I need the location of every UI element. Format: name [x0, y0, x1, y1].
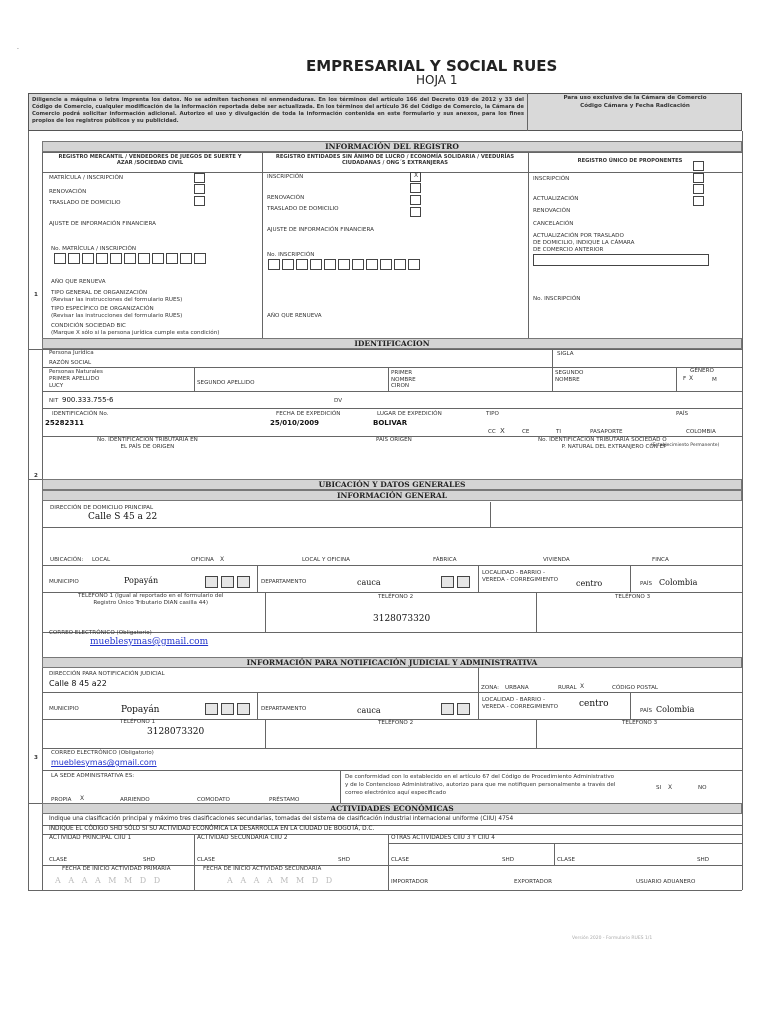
c2-traslado-label: TRASLADO DE DOMICILIO: [267, 206, 339, 212]
zona-label: ZONA:: [481, 685, 500, 691]
notif-correo-label: CORREO ELECTRÓNICO (Obligatorio): [51, 750, 154, 756]
arriendo-label: ARRIENDO: [120, 797, 150, 803]
notif-municipio-code-box-3: [237, 703, 250, 715]
notif-dir-value[interactable]: Calle 8 45 a22: [49, 679, 107, 688]
informacion-general-band: INFORMACIÓN GENERAL: [42, 490, 742, 501]
fabrica-label: FÁBRICA: [433, 557, 457, 563]
c1-anio-label: AÑO QUE RENUEVA: [51, 279, 106, 285]
pais-value[interactable]: COLOMBIA: [686, 429, 716, 435]
c2-no-inscripcion-label: No. INSCRIPCIÓN: [267, 252, 315, 258]
form-title: EMPRESARIAL Y SOCIAL RUES: [306, 57, 558, 75]
shd-label-3: SHD: [502, 857, 515, 863]
actividades-line2: INDIQUE EL CÓDIGO SHD SÓLO SI SU ACTIVIDAD ECONÓMICA LA DESARROLLA EN LA CIUDAD DE BOGOTÁ, D.C.: [49, 826, 375, 832]
dv-label: DV: [334, 398, 343, 404]
fecha-exp-label: FECHA DE EXPEDICIÓN: [276, 411, 341, 417]
no-trib-soc-label: No. IDENTIFICACIÓN TRIBUTARIA SOCIEDAD O P. NATURAL DEL EXTRANJERO CON EP: [538, 437, 667, 450]
vivienda-label: VIVIENDA: [543, 557, 570, 563]
notif-tel1-label: TELÉFONO 1: [120, 719, 156, 725]
razon-social-label: RAZÓN SOCIAL: [49, 360, 92, 366]
c1-tipo-especifico-label: TIPO ESPECÍFICO DE ORGANIZACIÓN: [51, 306, 154, 312]
fecha-primaria-label: FECHA DE INICIO ACTIVIDAD PRIMARIA: [62, 866, 171, 872]
tel1-label: TELÉFONO 1 (Igual al reportado en el formulario del Registro Único Tributario DIAN casilla 44): [78, 593, 224, 606]
departamento-value[interactable]: cauca: [357, 578, 381, 587]
c3-inscripcion-checkbox[interactable]: [693, 173, 704, 183]
c1-condicion-note: (Marque X sólo si la persona jurídica cumple esta condición): [51, 330, 220, 336]
clase-label-1: CLASE: [49, 857, 68, 863]
segundo-nombre-label: SEGUNDO NOMBRE: [555, 370, 584, 383]
c1-tipo-general-label: TIPO GENERAL DE ORGANIZACIÓN: [51, 290, 148, 296]
prestamo-label: PRÉSTAMO: [269, 797, 300, 803]
c2-inscripcion-boxes[interactable]: [268, 259, 428, 270]
shd-label-1: SHD: [143, 857, 156, 863]
c3-actualizacion-checkbox[interactable]: [693, 196, 704, 206]
personas-naturales-label: Personas Naturales: [49, 369, 103, 375]
primer-nombre-label: PRIMER NOMBRE: [391, 370, 416, 383]
primer-nombre-value[interactable]: CIRON: [391, 383, 410, 389]
actividad-principal-label: ACTIVIDAD PRINCIPAL CIIU 1: [49, 835, 132, 841]
notif-departamento-label: DEPARTAMENTO: [261, 706, 307, 712]
propia-label: PROPIA: [51, 797, 72, 803]
tel2-label: TELÉFONO 2: [378, 594, 414, 600]
est-perm-label: (Establecimiento Permanente): [651, 443, 720, 448]
si-mark[interactable]: X: [668, 784, 673, 791]
genero-f-label: F: [683, 376, 687, 382]
lugar-exp-value[interactable]: BOLIVAR: [373, 419, 408, 427]
section-1-number: 1: [34, 292, 38, 298]
c1-renovacion-label: RENOVACIÓN: [49, 189, 87, 195]
c3-inscripcion-label: INSCRIPCIÓN: [533, 176, 570, 182]
shd-label-2: SHD: [338, 857, 351, 863]
pais-label: PAÍS: [676, 411, 689, 417]
notif-departamento-value[interactable]: cauca: [357, 706, 381, 715]
corner-mark: .: [17, 44, 19, 51]
nit-label: NIT: [49, 398, 59, 404]
notif-departamento-code-box-1: [441, 703, 454, 715]
local-oficina-label: LOCAL Y OFICINA: [302, 557, 350, 563]
notif-pais-value[interactable]: Colombia: [656, 705, 695, 714]
c1-tipo-general-note: (Revisar las instrucciones del formulario RUES): [51, 297, 183, 303]
instructions-text: Diligencie a máquina o letra imprenta los datos. No se admiten tachones ni enmendaduras. En los términos del artículo 166 del Decreto 019 de 2012 y 33 del Código de Comercio, cualquier modificación de la información reportada debe ser actualizada. En los términos del artículo 36 del Código de Comercio, la Cámara de Comercio podrá solicitar información adicional. Autorizo el uso y divulgación de toda la información contenida en este formulario y sus anexos, para los fines propios de los registros públicos y su publicidad.: [32, 97, 524, 124]
fecha-secundaria-label: FECHA DE INICIO ACTIVIDAD SECUNDARIA: [203, 866, 322, 872]
municipio-code-box-1: [205, 576, 218, 588]
dir-domicilio-value[interactable]: Calle S 45 a 22: [88, 512, 158, 522]
nit-value[interactable]: 900.333.755-6: [62, 396, 114, 404]
notif-municipio-code-box-1: [205, 703, 218, 715]
oficina-mark[interactable]: X: [220, 556, 225, 563]
c1-tipo-especifico-note: (Revisar las instrucciones del formulario RUES): [51, 313, 183, 319]
c2-inscripcion-mark: X: [414, 172, 419, 179]
genero-f-mark[interactable]: X: [689, 375, 694, 382]
sede-label: LA SEDE ADMINISTRATIVA ES:: [51, 773, 135, 779]
exclusive-use-label: Para uso exclusivo de la Cámara de Comercio Código Cámara y Fecha Radicación: [563, 95, 707, 109]
dir-domicilio-label: DIRECCIÓN DE DOMICILIO PRINCIPAL: [50, 505, 154, 511]
otras-actividades-label: OTRAS ACTIVIDADES CIIU 3 Y CIIU 4: [391, 835, 495, 841]
ubicacion-label: UBICACIÓN:: [50, 557, 84, 563]
urbana-label: URBANA: [505, 685, 529, 691]
no-trib-label: No. IDENTIFICACIÓN TRIBUTARIA EN EL PAÍS DE ORIGEN: [97, 437, 198, 450]
fecha-exp-value[interactable]: 25/010/2009: [270, 419, 319, 427]
c2-anio-label: AÑO QUE RENUEVA: [267, 313, 322, 319]
pasaporte-label: PASAPORTE: [590, 429, 623, 435]
footer-ref: Versión 2020 - Formulario RUES 1/1: [572, 936, 653, 941]
cc-mark[interactable]: X: [500, 427, 505, 435]
c2-renovacion-checkbox[interactable]: [410, 195, 421, 205]
section-2-number: 2: [34, 473, 38, 479]
c3-no-inscripcion-label: No. INSCRIPCIÓN: [533, 296, 581, 302]
municipio-value[interactable]: Popayán: [124, 576, 159, 585]
local-label: LOCAL: [92, 557, 111, 563]
id-no-label: IDENTIFICACIÓN No.: [52, 411, 109, 417]
section-3-number: 3: [34, 755, 38, 761]
form-subtitle: HOJA 1: [416, 73, 458, 87]
actividades-band: ACTIVIDADES ECONÓMICAS: [42, 803, 742, 814]
clase-label-4: CLASE: [557, 857, 576, 863]
persona-juridica-label: Persona Jurídica: [49, 350, 94, 356]
consent-text: De conformidad con lo establecido en el artículo 67 del Código de Procedimiento Administrativo y de lo Contencioso Administrativo, autorizo para que me notifiquen personalmente a través del correo electrónico aquí especificado: [345, 774, 616, 796]
c2-blank-checkbox[interactable]: [410, 183, 421, 193]
notif-departamento-code-box-2: [457, 703, 470, 715]
importador-label: IMPORTADOR: [391, 879, 429, 885]
departamento-code-box-1: [441, 576, 454, 588]
si-label: SI: [656, 785, 662, 791]
correo-label: CORREO ELECTRÓNICO (Obligatorio): [49, 630, 152, 636]
municipio-code-box-3: [237, 576, 250, 588]
departamento-code-box-2: [457, 576, 470, 588]
c1-traslado-label: TRASLADO DE DOMICILIO: [49, 200, 121, 206]
notif-tel3-label: TELÉFONO 3: [622, 720, 658, 726]
genero-label: GÉNERO: [690, 368, 714, 374]
c1-renovacion-checkbox[interactable]: [194, 196, 205, 206]
clase-label-2: CLASE: [197, 857, 216, 863]
actividad-secundaria-label: ACTIVIDAD SECUNDARIA CIIU 2: [197, 835, 288, 841]
sigla-label: SIGLA: [557, 351, 574, 357]
c1-ajuste-label: AJUSTE DE INFORMACIÓN FINANCIERA: [49, 221, 156, 227]
fecha-primaria-mask[interactable]: A A A A M M D D: [55, 876, 163, 885]
correo-value[interactable]: mueblesymas@gmail.com: [90, 637, 209, 647]
rural-mark[interactable]: X: [580, 683, 585, 690]
notif-municipio-label: MUNICIPIO: [49, 706, 79, 712]
notif-localidad-value[interactable]: centro: [579, 699, 609, 709]
localidad-value[interactable]: centro: [576, 579, 603, 588]
id-no-value[interactable]: 25282311: [45, 419, 84, 427]
clase-label-3: CLASE: [391, 857, 410, 863]
notificacion-band: INFORMACIÓN PARA NOTIFICACIÓN JUDICIAL Y ADMINISTRATIVA: [42, 657, 742, 668]
notif-tel1-value[interactable]: 3128073320: [147, 727, 205, 737]
c3-renovacion-label: RENOVACIÓN: [533, 208, 571, 214]
finca-label: FINCA: [652, 557, 669, 563]
c3-blank-checkbox[interactable]: [693, 184, 704, 194]
c3-actualizacion-label: ACTUALIZACIÓN: [533, 196, 579, 202]
notif-municipio-code-box-2: [221, 703, 234, 715]
notif-localidad-label: LOCALIDAD - BARRIO - VEREDA - CORREGIMIENTO: [482, 697, 559, 710]
departamento-label: DEPARTAMENTO: [261, 579, 307, 585]
c2-renovacion-label: RENOVACIÓN: [267, 195, 305, 201]
tipo-label: TIPO: [486, 411, 499, 417]
genero-m-label: M: [712, 377, 717, 383]
shd-label-4: SHD: [697, 857, 710, 863]
ce-label: CE: [522, 429, 530, 435]
municipio-label: MUNICIPIO: [49, 579, 79, 585]
comodato-label: COMODATO: [197, 797, 230, 803]
pais-label-ub: PAÍS: [640, 581, 653, 587]
notif-tel2-label: TELÉFONO 2: [378, 720, 414, 726]
c1-matricula-boxes[interactable]: [54, 253, 214, 264]
notif-dir-label: DIRECCIÓN PARA NOTIFICACIÓN JUDICIAL: [49, 671, 165, 677]
c3-camara-anterior-input[interactable]: [533, 254, 709, 266]
cc-label: CC: [488, 429, 496, 435]
rural-label: RURAL: [558, 685, 577, 691]
ubicacion-band: UBICACIÓN Y DATOS GENERALES: [42, 479, 742, 490]
pais-value-ub[interactable]: Colombia: [659, 578, 698, 587]
municipio-code-box-2: [221, 576, 234, 588]
primer-apellido-value[interactable]: LUCY: [49, 383, 64, 389]
c1-matricula-checkbox[interactable]: [194, 173, 205, 183]
c1-matricula-label: MATRÍCULA / INSCRIPCIÓN: [49, 175, 124, 181]
usuario-aduanero-label: USUARIO ADUANERO: [636, 879, 696, 885]
notif-correo-value[interactable]: mueblesymas@gmail.com: [51, 758, 157, 767]
pais-origen-label: PAÍS ORIGEN: [376, 437, 412, 443]
col2-header: REGISTRO ENTIDADES SIN ÁNIMO DE LUCRO / ECONOMÍA SOLIDARIA / VEEDURÍAS CIUDADANAS / ONG´S EXTRANJERAS: [275, 154, 515, 166]
c1-condicion-label: CONDICIÓN SOCIEDAD BIC: [51, 323, 126, 329]
propia-mark[interactable]: X: [80, 795, 85, 802]
fecha-secundaria-mask[interactable]: A A A A M M D D: [227, 876, 335, 885]
exportador-label: EXPORTADOR: [514, 879, 553, 885]
no-label: NO: [698, 785, 707, 791]
col1-header: REGISTRO MERCANTIL / VENDEDORES DE JUEGOS DE SUERTE Y AZAR /SOCIEDAD CIVIL: [58, 154, 242, 166]
c3-traslado-label: ACTUALIZACIÓN POR TRASLADO DE DOMICILIO, INDIQUE LA CÁMARA DE COMERCIO ANTERIOR: [533, 233, 635, 253]
checkbox-proponentes-header[interactable]: [693, 161, 704, 171]
c2-ajuste-label: AJUSTE DE INFORMACIÓN FINANCIERA: [267, 227, 374, 233]
actividades-line1: Indique una clasificación principal y máximo tres clasificaciones secundarias, tomadas del sistema de clasificación industrial internacional uniforme (CIIU) 4754: [49, 816, 514, 822]
notif-pais-label: PAÍS: [640, 708, 653, 714]
localidad-label: LOCALIDAD - BARRIO - VEREDA - CORREGIMIENTO: [482, 570, 559, 583]
lugar-exp-label: LUGAR DE EXPEDICIÓN: [377, 411, 442, 417]
tel3-label: TELÉFONO 3: [615, 594, 651, 600]
codigo-postal-label: CÓDIGO POSTAL: [612, 685, 659, 691]
c3-cancelacion-label: CANCELACIÓN: [533, 221, 574, 227]
identificacion-band: IDENTIFICACION: [42, 338, 742, 349]
ti-label: TI: [556, 429, 562, 435]
segundo-apellido-label: SEGUNDO APELLIDO: [197, 380, 255, 386]
primer-apellido-label: PRIMER APELLIDO: [49, 376, 100, 382]
c1-blank-checkbox[interactable]: [194, 184, 205, 194]
c1-no-matricula-label: No. MATRÍCULA / INSCRIPCIÓN: [51, 246, 137, 252]
registro-band: INFORMACIÓN DEL REGISTRO: [42, 141, 742, 152]
tel2-value[interactable]: 3128073320: [373, 614, 431, 624]
col3-header: REGISTRO ÚNICO DE PROPONENTES: [577, 158, 683, 164]
c2-inscripcion-label: INSCRIPCIÓN: [267, 174, 304, 180]
c2-traslado-checkbox[interactable]: [410, 207, 421, 217]
oficina-label: OFICINA: [191, 557, 214, 563]
notif-municipio-value[interactable]: Popayán: [121, 705, 160, 715]
